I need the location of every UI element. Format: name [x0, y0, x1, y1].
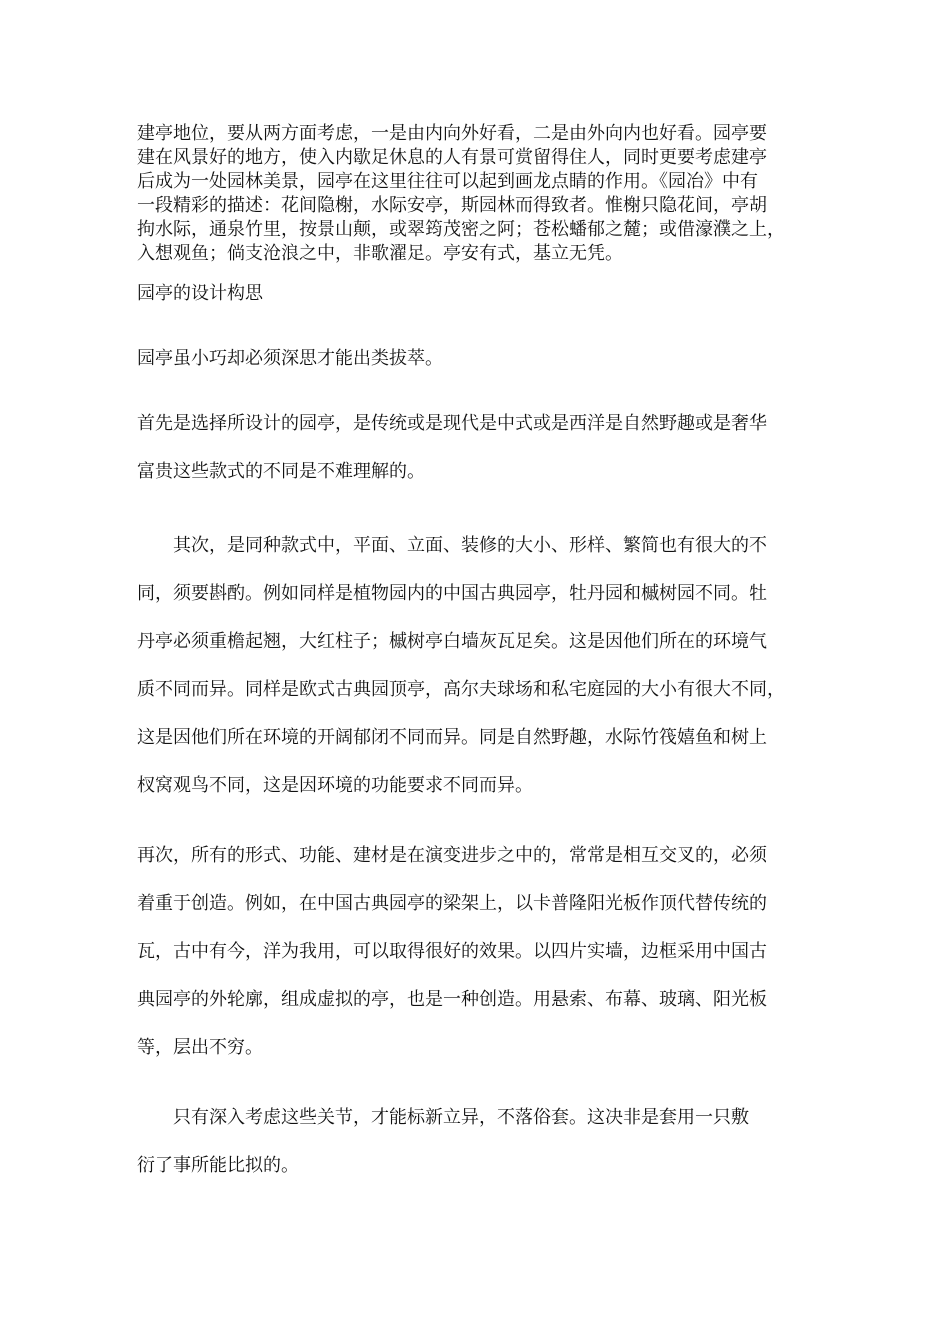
document-page — [137, 122, 827, 1190]
paragraph-style-choice — [137, 400, 827, 496]
text-line: 再次，所有的形式、功能、建材是在演变进步之中的，常常是相互交叉的，必须 — [137, 845, 767, 866]
text-line: 丹亭必须重檐起翘，大红柱子；槭树亭白墙灰瓦足矣。这是因他们所在的环境气 — [137, 631, 767, 652]
text-line: 这是因他们所在环境的开阔郁闭不同而异。同是自然野趣，水际竹筏嬉鱼和树上 — [137, 727, 767, 748]
text-line: 着重于创造。例如，在中国古典园亭的梁架上，以卡普隆阳光板作顶代替传统的 — [137, 893, 767, 914]
text-line: 拘水际，通泉竹里，按景山颠，或翠筠茂密之阿；苍松蟠郁之麓；或借濠濮之上， — [137, 219, 785, 240]
text-line: 入想观鱼；倘支沧浪之中，非歌濯足。亭安有式，基立无凭。 — [137, 243, 623, 264]
text-line: 后成为一处园林美景，园亭在这里往往可以起到画龙点睛的作用。《园冶》中有 — [137, 171, 758, 192]
text-line: 衍了事所能比拟的。 — [137, 1155, 299, 1176]
text-line: 一段精彩的描述：花间隐榭，水际安亭，斯园林而得致者。惟榭只隐花间，亭胡 — [137, 195, 767, 216]
paragraph-scale-detail — [137, 522, 827, 810]
paragraph-conclusion — [137, 1094, 827, 1190]
text-line: 只有深入考虑这些关节，才能标新立异，不落俗套。这决非是套用一只敷 — [173, 1107, 749, 1128]
paragraph-innovation — [137, 832, 827, 1072]
text-line: 杈窝观鸟不同，这是因环境的功能要求不同而异。 — [137, 775, 533, 796]
text-line: 建亭地位，要从两方面考虑，一是由内向外好看，二是由外向内也好看。园亭要 — [137, 123, 767, 144]
text-line: 瓦，古中有今，洋为我用，可以取得很好的效果。以四片实墙，边框采用中国古 — [137, 941, 767, 962]
paragraph-pavilion-siting — [137, 122, 827, 266]
text-line: 等，层出不穷。 — [137, 1037, 263, 1058]
text-line: 首先是选择所设计的园亭，是传统或是现代是中式或是西洋是自然野趣或是奢华 — [137, 413, 767, 434]
text-line: 建在风景好的地方，使入内歇足休息的人有景可赏留得住人，同时更要考虑建亭 — [137, 147, 767, 168]
section-heading: 园亭的设计构思 — [137, 283, 263, 304]
text-line: 其次，是同种款式中，平面、立面、装修的大小、形样、繁简也有很大的不 — [173, 535, 767, 556]
text-line: 富贵这些款式的不同是不难理解的。 — [137, 461, 425, 482]
text-line: 典园亭的外轮廓，组成虚拟的亭，也是一种创造。用悬索、布幕、玻璃、阳光板 — [137, 989, 767, 1010]
text-line: 质不同而异。同样是欧式古典园顶亭，高尔夫球场和私宅庭园的大小有很大不同， — [137, 679, 785, 700]
paragraph-intro: 园亭虽小巧却必须深思才能出类拔萃。 — [137, 348, 443, 369]
text-line: 同，须要斟酌。例如同样是植物园内的中国古典园亭，牡丹园和槭树园不同。牡 — [137, 583, 767, 604]
